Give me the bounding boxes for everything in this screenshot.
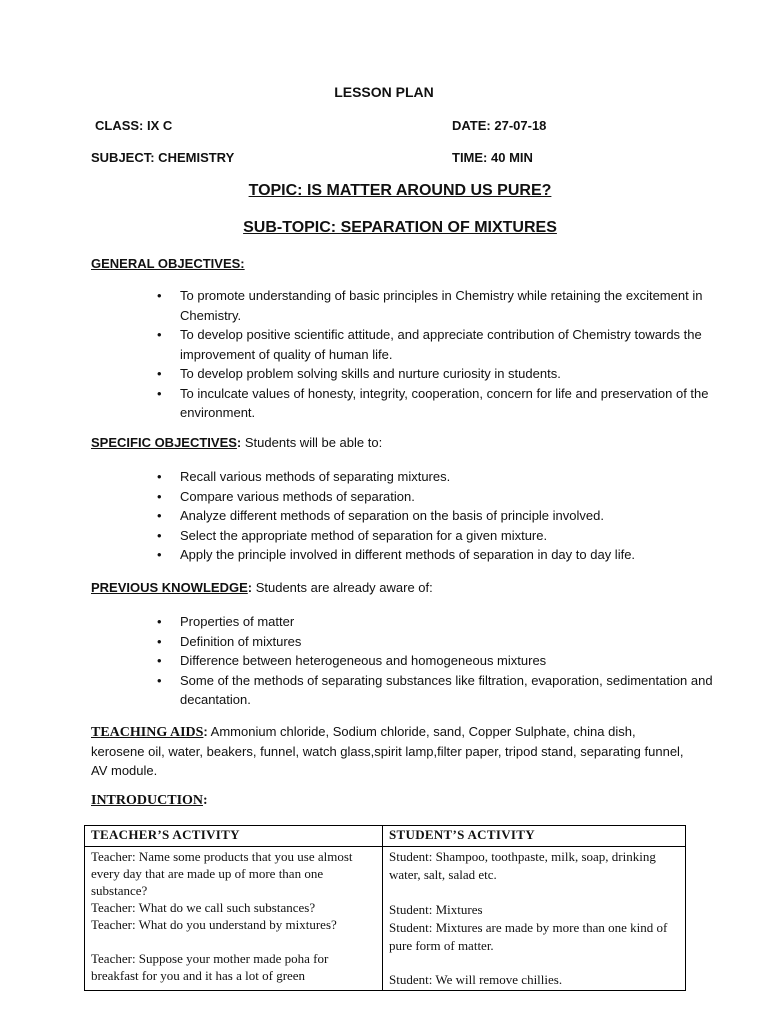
previous-knowledge-heading: PREVIOUS KNOWLEDGE	[91, 580, 248, 595]
student-line: Student: We will remove chillies.	[389, 972, 563, 987]
previous-knowledge-line	[91, 578, 433, 597]
student-activity-cell	[383, 847, 686, 991]
teacher-activity-cell	[85, 847, 383, 991]
list-item: • Select the appropriate method of separation for a given mixture.	[91, 526, 740, 546]
specific-objectives-list	[91, 467, 740, 565]
time-field: TIME: 40 MIN	[452, 150, 533, 165]
previous-knowledge-list	[91, 612, 740, 710]
specific-objectives-line	[91, 433, 382, 452]
list-item: • To develop problem solving skills and nurture curiosity in students.	[91, 364, 740, 384]
list-item: • Recall various methods of separating mixtures.	[91, 467, 740, 487]
list-item: • Difference between heterogeneous and homogeneous mixtures	[91, 651, 740, 671]
subtopic-heading: SUB-TOPIC: SEPARATION OF MIXTURES	[243, 219, 557, 236]
list-item: • To promote understanding of basic principles in Chemistry while retaining the excitement in Chemistry.	[91, 286, 740, 325]
heading-colon: :	[236, 435, 242, 450]
teacher-line: Teacher: Name some products that you use almost every day that are made up of more than one substance?	[91, 849, 353, 898]
heading-colon: :	[203, 793, 208, 808]
list-item: • Properties of matter	[91, 612, 740, 632]
general-objectives-heading: GENERAL OBJECTIVES:	[91, 256, 245, 271]
teaching-aids-paragraph	[91, 722, 691, 780]
date-field: DATE: 27-07-18	[452, 118, 547, 133]
introduction-line	[91, 793, 208, 809]
list-item: • To inculcate values of honesty, integrity, cooperation, concern for life and preservation of the environment.	[91, 384, 740, 423]
list-item: • To develop positive scientific attitude, and appreciate contribution of Chemistry towards the improvement of quality of human life.	[91, 325, 740, 364]
class-field: CLASS: IX C	[95, 118, 173, 133]
table-header-row	[85, 826, 686, 847]
student-line: Student: Shampoo, toothpaste, milk, soap, drinking water, salt, salad etc.	[389, 849, 656, 882]
list-item: • Analyze different methods of separation on the basis of principle involved.	[91, 506, 740, 526]
teacher-line	[91, 933, 376, 950]
specific-objectives-intro: Students will be able to:	[241, 435, 383, 450]
teacher-line: Teacher: Suppose your mother made poha for breakfast for you and it has a lot of green	[91, 951, 329, 983]
specific-objectives-heading: SPECIFIC OBJECTIVES	[91, 435, 237, 450]
heading-colon: :	[247, 580, 253, 595]
heading-colon: :	[203, 724, 208, 739]
student-activity-header: STUDENT’S ACTIVITY	[383, 826, 686, 847]
teacher-line: Teacher: What do you understand by mixtures?	[91, 917, 337, 932]
list-item: • Apply the principle involved in different methods of separation in day to day life.	[91, 545, 740, 565]
activity-table	[84, 825, 686, 991]
previous-knowledge-intro: Students are already aware of:	[252, 580, 433, 595]
teacher-line: Teacher: What do we call such substances?	[91, 900, 316, 915]
teacher-activity-header: TEACHER’S ACTIVITY	[85, 826, 383, 847]
list-item: • Compare various methods of separation.	[91, 487, 740, 507]
student-line: Student: Mixtures are made by more than one kind of pure form of matter.	[389, 920, 668, 953]
student-line	[389, 955, 679, 971]
teaching-aids-text: Ammonium chloride, Sodium chloride, sand, Copper Sulphate, china dish, kerosene oil, water, beakers, funnel, watch glass,spirit lamp,filter paper, tripod stand, separating funnel, AV module.	[91, 724, 684, 778]
list-item: • Some of the methods of separating substances like filtration, evaporation, sedimentation and decantation.	[91, 671, 740, 710]
student-line: Student: Mixtures	[389, 902, 483, 917]
table-row	[85, 847, 686, 991]
topic-heading: TOPIC: IS MATTER AROUND US PURE?	[248, 182, 552, 199]
list-item: • Definition of mixtures	[91, 632, 740, 652]
introduction-heading: INTRODUCTION	[91, 793, 204, 808]
general-objectives-list	[91, 286, 740, 423]
page-title: LESSON PLAN	[334, 84, 434, 100]
teaching-aids-heading: TEACHING AIDS	[91, 725, 204, 740]
student-line	[389, 884, 679, 901]
subject-field: SUBJECT: CHEMISTRY	[91, 150, 235, 165]
